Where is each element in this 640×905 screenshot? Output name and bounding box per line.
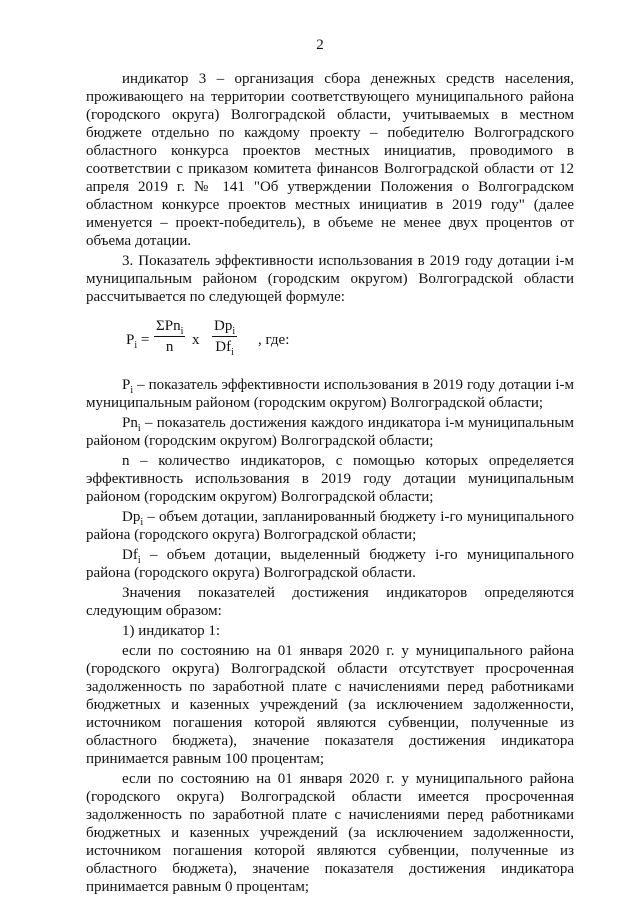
definition-dp: $Dp_i$ – объем дотации, запланированный бюджету i-го муниципального района (городского округа) Волгоградской области; — [86, 509, 574, 543]
formula-fraction-dp-df: $Dp_i$ $Df_i$ — [214, 318, 236, 358]
definition-p: $P_i$ – показатель эффективности использования в 2019 году дотации i-м муниципальным районом (городским округом) Волгоградской области; — [86, 377, 574, 411]
definition-pn: $Pn_i$ – показатель достижения каждого индикатора i-м муниципальным районом (городским округом) Волгоградской области; — [86, 415, 574, 449]
formula-tail: , где: — [258, 332, 290, 348]
paragraph-indicator-1-heading: 1) индикатор 1: — [122, 623, 221, 639]
formula-fraction-sum-pn: ΣPn$_i$ n — [156, 318, 184, 355]
formula-lhs: $P_i$ = — [126, 332, 150, 351]
page-number: 2 — [316, 37, 324, 53]
document-body — [86, 70, 574, 898]
paragraph-indicator-1-no-debt: если по состоянию на 01 января 2020 г. у муниципального района (городского округа) Волгоградской области отсутствует просроченная задолженность по заработной плате с начислениями перед работниками бюджетных и казенных учреждений (за исключением задолженности, источником погашения которой являются субвенции, полученные из областного бюджета), значение показателя достижения индикатора принимается равным 100 процентам; — [86, 643, 574, 767]
formula-multiply: x — [192, 332, 200, 348]
paragraph-indicator-1-has-debt: если по состоянию на 01 января 2020 г. у муниципального района (городского округа) Волгоградской области имеется просроченная задолженность по заработной плате с начислениями перед работниками бюджетных и казенных учреждений (за исключением задолженности, источником погашения которой являются субвенции, полученные из областного бюджета), значение показателя достижения индикатора принимается равным 0 процентам; — [86, 771, 574, 895]
definition-df: $Df_i$ – объем дотации, выделенный бюджету i-го муниципального района (городского округа) Волгоградской области. — [86, 547, 574, 581]
efficiency-formula — [86, 318, 574, 362]
paragraph-efficiency-formula-intro: 3. Показатель эффективности использования в 2019 году дотации i-м муниципальным районом (городским округом) Волгоградской области рассчитывается по следующей формуле: — [86, 253, 574, 305]
definition-n: n – количество индикаторов, с помощью которых определяется эффективность использования в 2019 году дотации муниципальным районом (городским округом) Волгоградской области; — [86, 453, 574, 505]
paragraph-indicator-3: индикатор 3 – организация сбора денежных средств населения, проживающего на территории соответствующего муниципального района (городского округа) Волгоградской области, учитываемых в местном бюджете отдельно по каждому проекту – победителю Волгоградского областного конкурса проектов местных инициатив, проводимого в соответствии с приказом комитета финансов Волгоградской области от 12 апреля 2019 г. № 141 "Об утверждении Положения о Волгоградском областном конкурсе проектов местных инициатив в 2019 году" (далее именуется – проект-победитель), в объеме не менее двух процентов от объема дотации. — [86, 71, 574, 249]
paragraph-indicator-values-intro: Значения показателей достижения индикаторов определяются следующим образом: — [86, 585, 574, 619]
